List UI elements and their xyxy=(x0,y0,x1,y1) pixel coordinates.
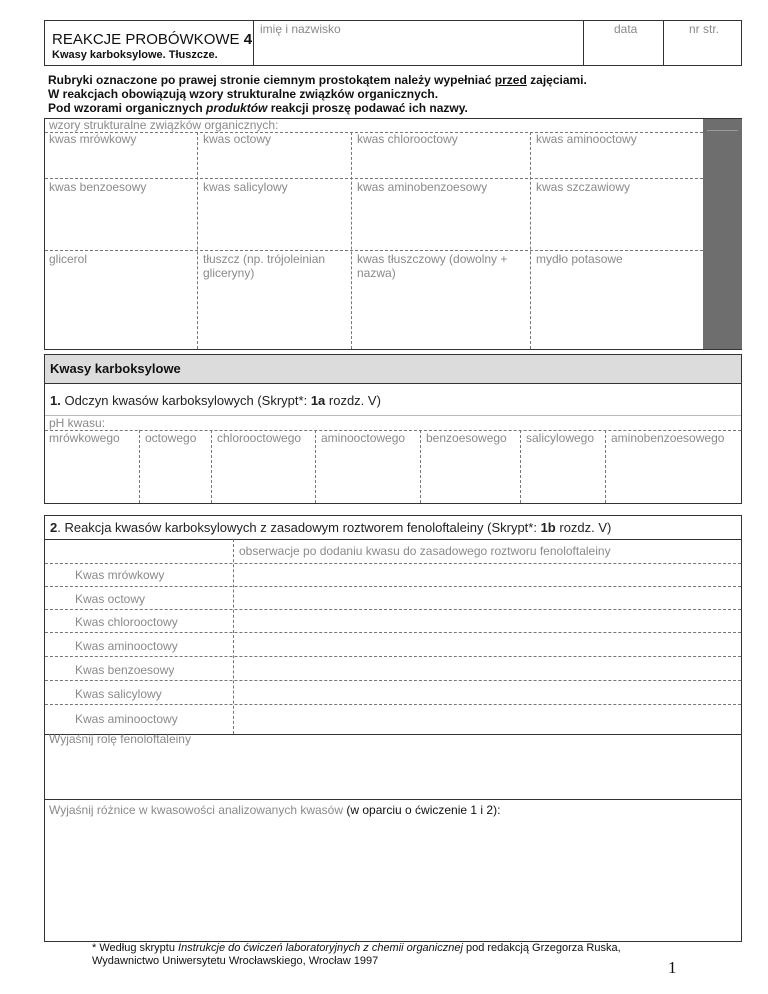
formula-cell-kwas-mrowkowy[interactable]: kwas mrówkowy xyxy=(49,132,137,146)
page-label: nr str. xyxy=(689,22,720,36)
explain-acidity-label xyxy=(49,803,500,817)
explain-acidity-text: Wyjaśnij różnice w kwasowości analizowanych kwasów xyxy=(49,803,347,817)
form-title xyxy=(52,31,252,48)
divider xyxy=(351,132,352,349)
divider xyxy=(45,178,703,179)
page-number-field[interactable] xyxy=(663,21,744,65)
instruction-line-2: W reakcjach obowiązują wzory strukturalne związków organicznych. xyxy=(48,87,439,101)
ph-col-mrowkowego: mrówkowego xyxy=(49,431,120,445)
formulas-label: wzory strukturalne związków organicznych: xyxy=(49,118,279,132)
ph-col-aminobenzoesowego: aminobenzoesowego xyxy=(611,431,725,445)
section-header xyxy=(45,355,741,384)
divider xyxy=(197,132,198,349)
form-subtitle: Kwasy karboksylowe. Tłuszcze. xyxy=(52,49,218,61)
instruction-italic: produktów xyxy=(206,101,268,115)
formula-cell-mydlo-potasowe[interactable]: mydło potasowe xyxy=(536,252,623,266)
formula-cell-kwas-aminobenzoesowy[interactable]: kwas aminobenzoesowy xyxy=(357,180,488,194)
formula-cell-kwas-benzoesowy[interactable]: kwas benzoesowy xyxy=(49,180,147,194)
ph-col-aminooctowego: aminooctowego xyxy=(321,431,406,445)
row-kwas-salicylowy: Kwas salicylowy xyxy=(75,687,162,701)
divider xyxy=(45,250,703,251)
divider xyxy=(605,430,606,503)
divider xyxy=(45,586,741,587)
formula-cell-kwas-octowy[interactable]: kwas octowy xyxy=(203,132,272,146)
formula-cell-kwas-salicylowy[interactable]: kwas salicylowy xyxy=(203,180,288,194)
divider xyxy=(45,563,741,564)
carboxylic-acids-section xyxy=(44,354,742,504)
divider xyxy=(45,632,741,633)
ph-col-chlorooctowego: chlorooctowego xyxy=(217,431,302,445)
formula-cell-kwas-aminooctowy[interactable]: kwas aminooctowy xyxy=(536,132,637,146)
divider xyxy=(45,415,741,416)
divider xyxy=(45,656,741,657)
instruction-line-1 xyxy=(48,73,587,87)
footnote-text: * Według skryptu xyxy=(92,942,179,954)
name-label: imię i nazwisko xyxy=(260,22,341,36)
instruction-text: reakcji proszę podawać ich nazwy. xyxy=(267,101,468,115)
structural-formulas-box xyxy=(44,118,742,350)
header-box xyxy=(44,20,742,66)
date-label: data xyxy=(614,22,638,36)
exercise-2-number: 2 xyxy=(50,520,58,535)
exercise-2-text: . Reakcja kwasów karboksylowych z zasadowym roztworem fenoloftaleiny (Skrypt*: xyxy=(57,520,541,535)
divider xyxy=(530,132,531,349)
formula-cell-tluszcz[interactable]: tłuszcz (np. trójoleinian gliceryny) xyxy=(203,252,326,280)
divider xyxy=(315,430,316,503)
footnote-text: pod redakcją Grzegorza Ruska, xyxy=(462,942,621,954)
exercise-1-number: 1. xyxy=(50,393,61,408)
instruction-text: Pod wzorami organicznych xyxy=(48,101,207,115)
exercise-1-text: rozdz. V) xyxy=(325,393,381,408)
date-field[interactable] xyxy=(583,21,664,65)
explain-acidity-ref: (w oparciu o ćwiczenie 1 i 2): xyxy=(346,803,501,817)
ph-col-salicylowego: salicylowego xyxy=(526,431,595,445)
divider xyxy=(211,430,212,503)
name-field[interactable] xyxy=(253,21,584,65)
explain-phenolphthalein-label: Wyjaśnij rolę fenoloftaleiny xyxy=(49,732,191,746)
divider xyxy=(45,799,741,800)
ph-col-octowego: octowego xyxy=(145,431,197,445)
formula-cell-glicerol[interactable]: glicerol xyxy=(49,252,88,266)
row-kwas-benzoesowy: Kwas benzoesowy xyxy=(75,663,175,677)
explain-phenolphthalein-area[interactable] xyxy=(45,748,741,798)
instruction-underline: przed xyxy=(494,73,527,87)
exercise-1-ref: 1a xyxy=(310,393,326,408)
exercise-2-box xyxy=(44,515,742,942)
exercise-2-ref: 1b xyxy=(540,520,556,535)
formula-cell-kwas-szczawiowy[interactable]: kwas szczawiowy xyxy=(536,180,631,194)
form-title-text: REAKCJE PROBÓWKOWE xyxy=(52,31,240,48)
row-kwas-octowy: Kwas octowy xyxy=(75,592,146,606)
exercise-2-title xyxy=(50,520,611,535)
ph-label: pH kwasu: xyxy=(49,416,106,430)
footnote-book-title: Instrukcje do ćwiczeń laboratoryjnych z chemii organicznej xyxy=(178,942,463,954)
form-number: 4 xyxy=(243,31,253,48)
instruction-line-3 xyxy=(48,101,468,115)
instruction-text: Rubryki oznaczone po prawej stronie ciemnym prostokątem należy wypełniać xyxy=(48,73,495,87)
exercise-1-text: Odczyn kwasów karboksylowych (Skrypt*: xyxy=(60,393,311,408)
explain-acidity-area[interactable] xyxy=(45,819,741,939)
instruction-text: zajęciami. xyxy=(526,73,587,87)
ph-col-benzoesowego: benzoesowego xyxy=(426,431,507,445)
exercise-1-title xyxy=(50,393,381,408)
divider xyxy=(45,609,741,610)
exercise-2-text: rozdz. V) xyxy=(555,520,612,535)
divider xyxy=(45,704,741,705)
prefill-marker-bar xyxy=(703,119,742,349)
page-number: 1 xyxy=(668,958,677,977)
marker-line xyxy=(707,130,738,131)
divider xyxy=(45,539,741,540)
divider xyxy=(420,430,421,503)
row-kwas-chlorooctowy: Kwas chlorooctowy xyxy=(75,615,178,629)
divider xyxy=(139,430,140,503)
formula-cell-kwas-tluszczowy[interactable]: kwas tłuszczowy (dowolny + nazwa) xyxy=(357,252,508,280)
divider xyxy=(45,680,741,681)
row-kwas-aminooctowy: Kwas aminooctowy xyxy=(75,639,178,653)
formula-cell-kwas-chlorooctowy[interactable]: kwas chlorooctowy xyxy=(357,132,458,146)
row-kwas-mrowkowy: Kwas mrówkowy xyxy=(75,568,165,582)
footnote-publisher: Wydawnictwo Uniwersytetu Wrocławskiego, Wrocław 1997 xyxy=(92,955,379,967)
divider xyxy=(520,430,521,503)
observations-header: obserwacje po dodaniu kwasu do zasadowego roztworu fenoloftaleiny xyxy=(239,544,611,558)
footnote xyxy=(92,942,625,968)
row-kwas-aminooctowy-2: Kwas aminooctowy xyxy=(75,712,178,726)
section-title: Kwasy karboksylowe xyxy=(50,361,181,376)
